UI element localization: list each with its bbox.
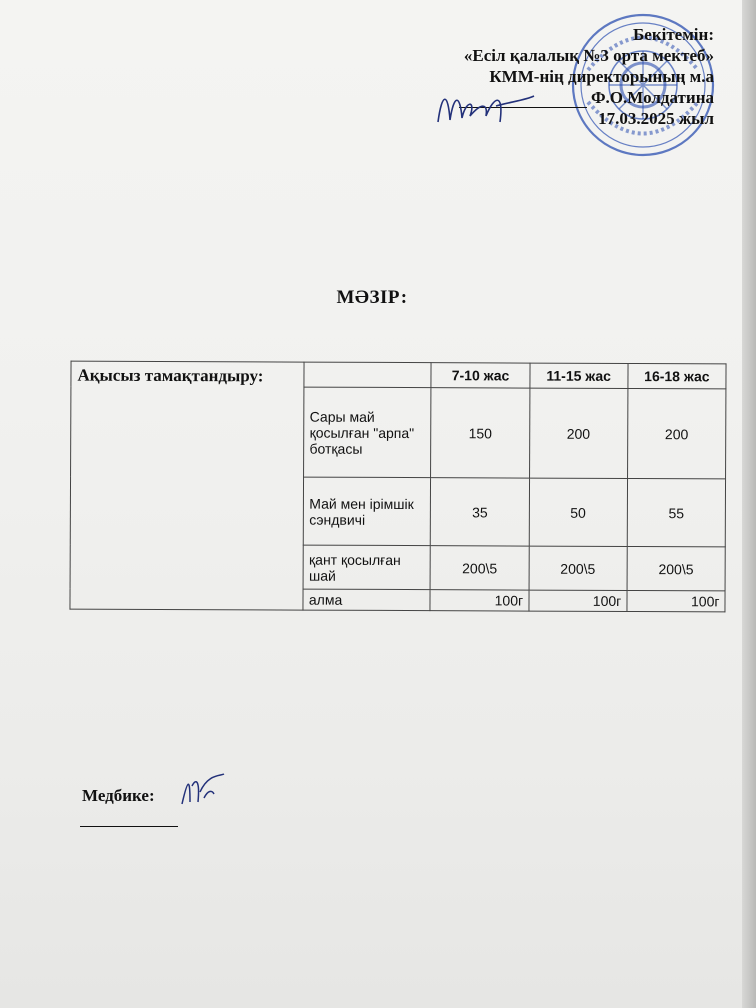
director-title: КММ-нің директорының м.а	[489, 67, 714, 86]
age-header-11-15: 11-15 жас	[530, 363, 628, 388]
approval-date: 17.03.2025 жыл	[598, 109, 714, 128]
portion-value: 100г	[430, 590, 528, 611]
nurse-signature-line	[80, 826, 178, 827]
portion-value: 150	[431, 388, 530, 478]
portion-value: 55	[627, 479, 726, 547]
menu-table	[69, 361, 726, 613]
portion-value: 200	[529, 388, 628, 478]
portion-value: 100г	[627, 590, 725, 611]
dish-name: Сары май қосылған "арпа" ботқасы	[304, 387, 431, 478]
program-cell: Ақысыз тамақтандыру:	[70, 361, 304, 610]
portion-value: 200	[627, 389, 726, 479]
director-name: Ф.О.Молдатина	[590, 88, 714, 107]
portion-value: 200\5	[431, 546, 529, 590]
nurse-label: Медбике:	[82, 786, 155, 805]
dish-name: Май мен ірімшік сэндвичі	[304, 477, 431, 546]
dish-header-cell	[304, 362, 431, 388]
age-header-7-10: 7-10 жас	[431, 363, 529, 388]
dish-name: қант қосылған шай	[303, 545, 430, 590]
page-edge-shadow	[742, 0, 756, 1008]
dish-name: алма	[303, 589, 430, 611]
portion-value: 200\5	[627, 546, 725, 590]
age-header-16-18: 16-18 жас	[628, 364, 726, 389]
director-signature	[430, 82, 540, 132]
table-header-row	[71, 361, 726, 389]
portion-value: 200\5	[529, 546, 627, 590]
nurse-signature	[178, 772, 228, 812]
portion-value: 100г	[529, 590, 627, 611]
school-name: «Есіл қалалық №3 орта мектеб»	[463, 46, 714, 65]
portion-value: 50	[529, 478, 627, 546]
approval-heading: Бекітемін:	[633, 25, 714, 44]
page-title: МӘЗІР:	[336, 287, 408, 308]
portion-value: 35	[431, 478, 529, 546]
